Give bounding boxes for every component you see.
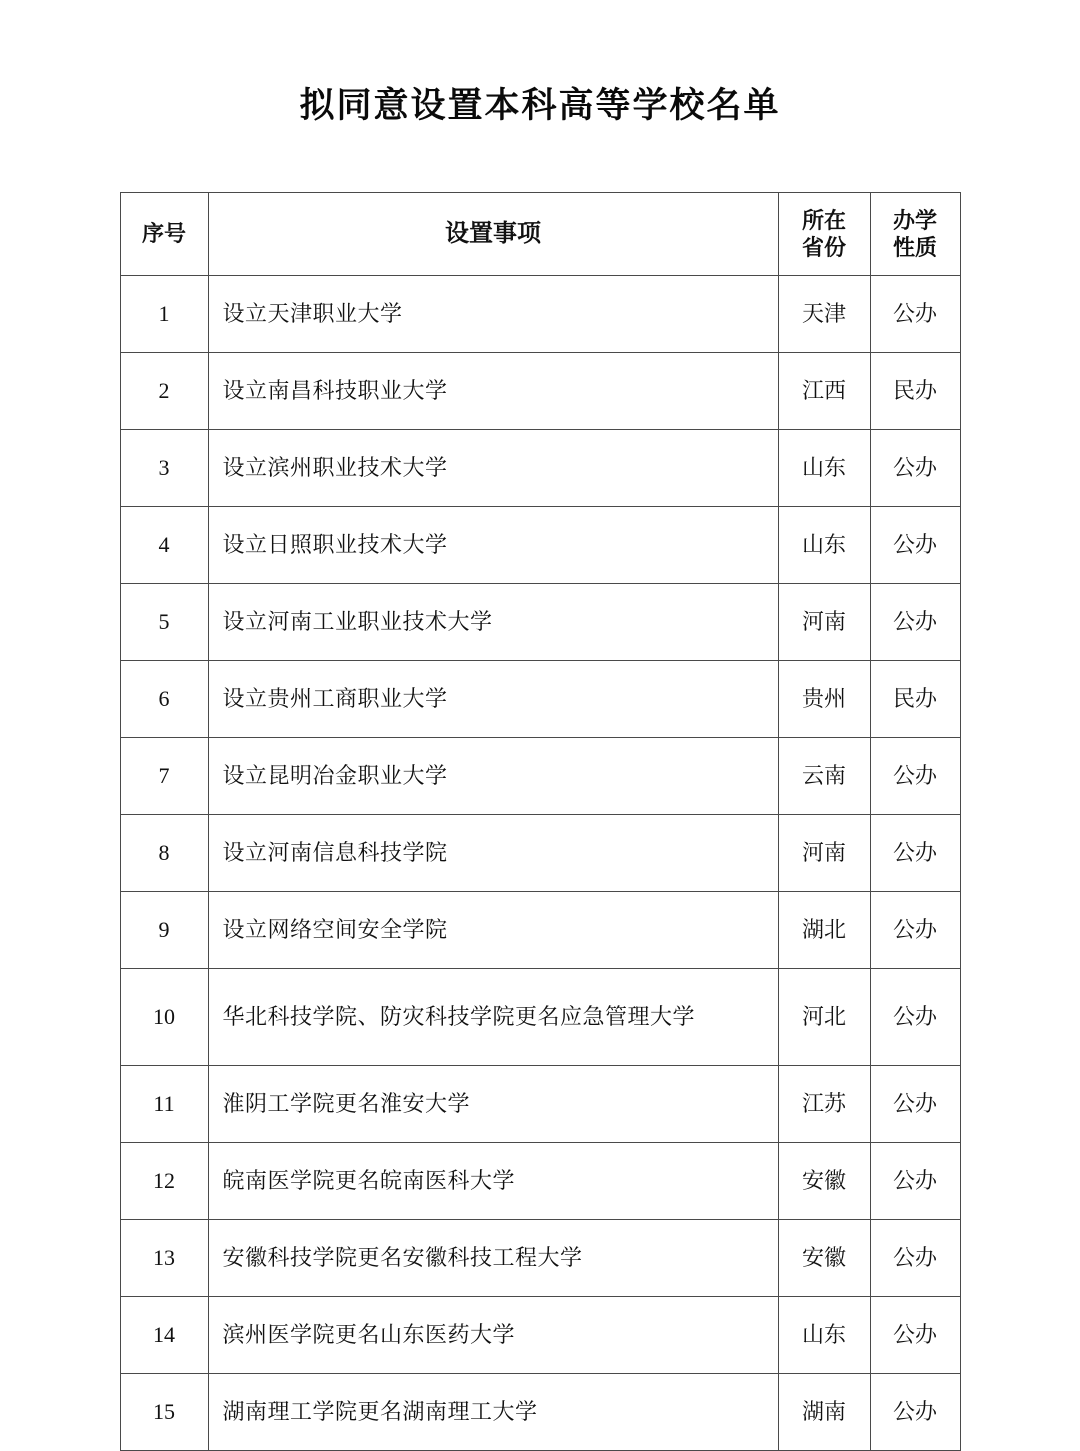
cell-province: 江西 <box>778 353 870 430</box>
cell-province: 河南 <box>778 584 870 661</box>
cell-nature: 公办 <box>870 584 960 661</box>
table-row <box>120 1220 960 1297</box>
table-row <box>120 353 960 430</box>
table-row <box>120 1297 960 1374</box>
cell-province: 山东 <box>778 507 870 584</box>
table-body <box>120 276 960 1451</box>
cell-item: 设立日照职业技术大学 <box>208 507 778 584</box>
table-row <box>120 661 960 738</box>
university-list-table <box>120 192 961 1451</box>
table-row <box>120 584 960 661</box>
column-header-nature-line2: 性质 <box>892 235 937 260</box>
cell-nature: 公办 <box>870 815 960 892</box>
table-row <box>120 892 960 969</box>
cell-nature: 公办 <box>870 969 960 1066</box>
page-title: 拟同意设置本科高等学校名单 <box>299 86 781 125</box>
table-row <box>120 969 960 1066</box>
cell-province: 云南 <box>778 738 870 815</box>
cell-nature: 民办 <box>870 661 960 738</box>
cell-index: 6 <box>120 661 208 738</box>
cell-nature: 公办 <box>870 738 960 815</box>
cell-item: 华北科技学院、防灾科技学院更名应急管理大学 <box>208 969 778 1066</box>
column-header-province-line2: 省份 <box>801 235 846 260</box>
cell-item: 设立河南信息科技学院 <box>208 815 778 892</box>
table-row <box>120 507 960 584</box>
cell-item: 设立天津职业大学 <box>208 276 778 353</box>
table-row <box>120 815 960 892</box>
table-header-row <box>120 193 960 276</box>
cell-index: 10 <box>120 969 208 1066</box>
cell-item: 设立网络空间安全学院 <box>208 892 778 969</box>
table-row <box>120 1066 960 1143</box>
cell-province: 贵州 <box>778 661 870 738</box>
cell-item: 滨州医学院更名山东医药大学 <box>208 1297 778 1374</box>
cell-index: 4 <box>120 507 208 584</box>
column-header-province <box>778 193 870 276</box>
column-header-item: 设置事项 <box>208 193 778 276</box>
table-container <box>0 192 1080 1451</box>
cell-nature: 公办 <box>870 507 960 584</box>
cell-province: 湖南 <box>778 1374 870 1451</box>
cell-province: 河南 <box>778 815 870 892</box>
cell-nature: 公办 <box>870 1297 960 1374</box>
cell-index: 14 <box>120 1297 208 1374</box>
cell-province: 河北 <box>778 969 870 1066</box>
table-row <box>120 276 960 353</box>
cell-index: 8 <box>120 815 208 892</box>
cell-province: 湖北 <box>778 892 870 969</box>
cell-province: 天津 <box>778 276 870 353</box>
cell-index: 5 <box>120 584 208 661</box>
cell-nature: 公办 <box>870 1066 960 1143</box>
cell-index: 12 <box>120 1143 208 1220</box>
cell-index: 9 <box>120 892 208 969</box>
cell-index: 2 <box>120 353 208 430</box>
cell-item: 湖南理工学院更名湖南理工大学 <box>208 1374 778 1451</box>
cell-index: 3 <box>120 430 208 507</box>
cell-index: 11 <box>120 1066 208 1143</box>
table-row <box>120 738 960 815</box>
cell-item: 设立昆明冶金职业大学 <box>208 738 778 815</box>
cell-item: 淮阴工学院更名淮安大学 <box>208 1066 778 1143</box>
cell-index: 1 <box>120 276 208 353</box>
cell-item: 安徽科技学院更名安徽科技工程大学 <box>208 1220 778 1297</box>
cell-item: 设立河南工业职业技术大学 <box>208 584 778 661</box>
table-row <box>120 1374 960 1451</box>
cell-nature: 公办 <box>870 1143 960 1220</box>
cell-province: 山东 <box>778 1297 870 1374</box>
cell-item: 皖南医学院更名皖南医科大学 <box>208 1143 778 1220</box>
cell-nature: 公办 <box>870 430 960 507</box>
cell-index: 7 <box>120 738 208 815</box>
cell-item: 设立贵州工商职业大学 <box>208 661 778 738</box>
cell-nature: 公办 <box>870 1374 960 1451</box>
column-header-nature <box>870 193 960 276</box>
column-header-index: 序号 <box>120 193 208 276</box>
cell-province: 江苏 <box>778 1066 870 1143</box>
table-row <box>120 1143 960 1220</box>
cell-nature: 公办 <box>870 1220 960 1297</box>
table-header <box>120 193 960 276</box>
cell-nature: 公办 <box>870 892 960 969</box>
cell-item: 设立南昌科技职业大学 <box>208 353 778 430</box>
cell-nature: 公办 <box>870 276 960 353</box>
cell-nature: 民办 <box>870 353 960 430</box>
column-header-province-line1: 所在 <box>801 207 846 233</box>
cell-province: 安徽 <box>778 1220 870 1297</box>
cell-index: 15 <box>120 1374 208 1451</box>
table-row <box>120 430 960 507</box>
cell-item: 设立滨州职业技术大学 <box>208 430 778 507</box>
cell-province: 山东 <box>778 430 870 507</box>
cell-province: 安徽 <box>778 1143 870 1220</box>
cell-index: 13 <box>120 1220 208 1297</box>
column-header-nature-line1: 办学 <box>892 207 937 233</box>
